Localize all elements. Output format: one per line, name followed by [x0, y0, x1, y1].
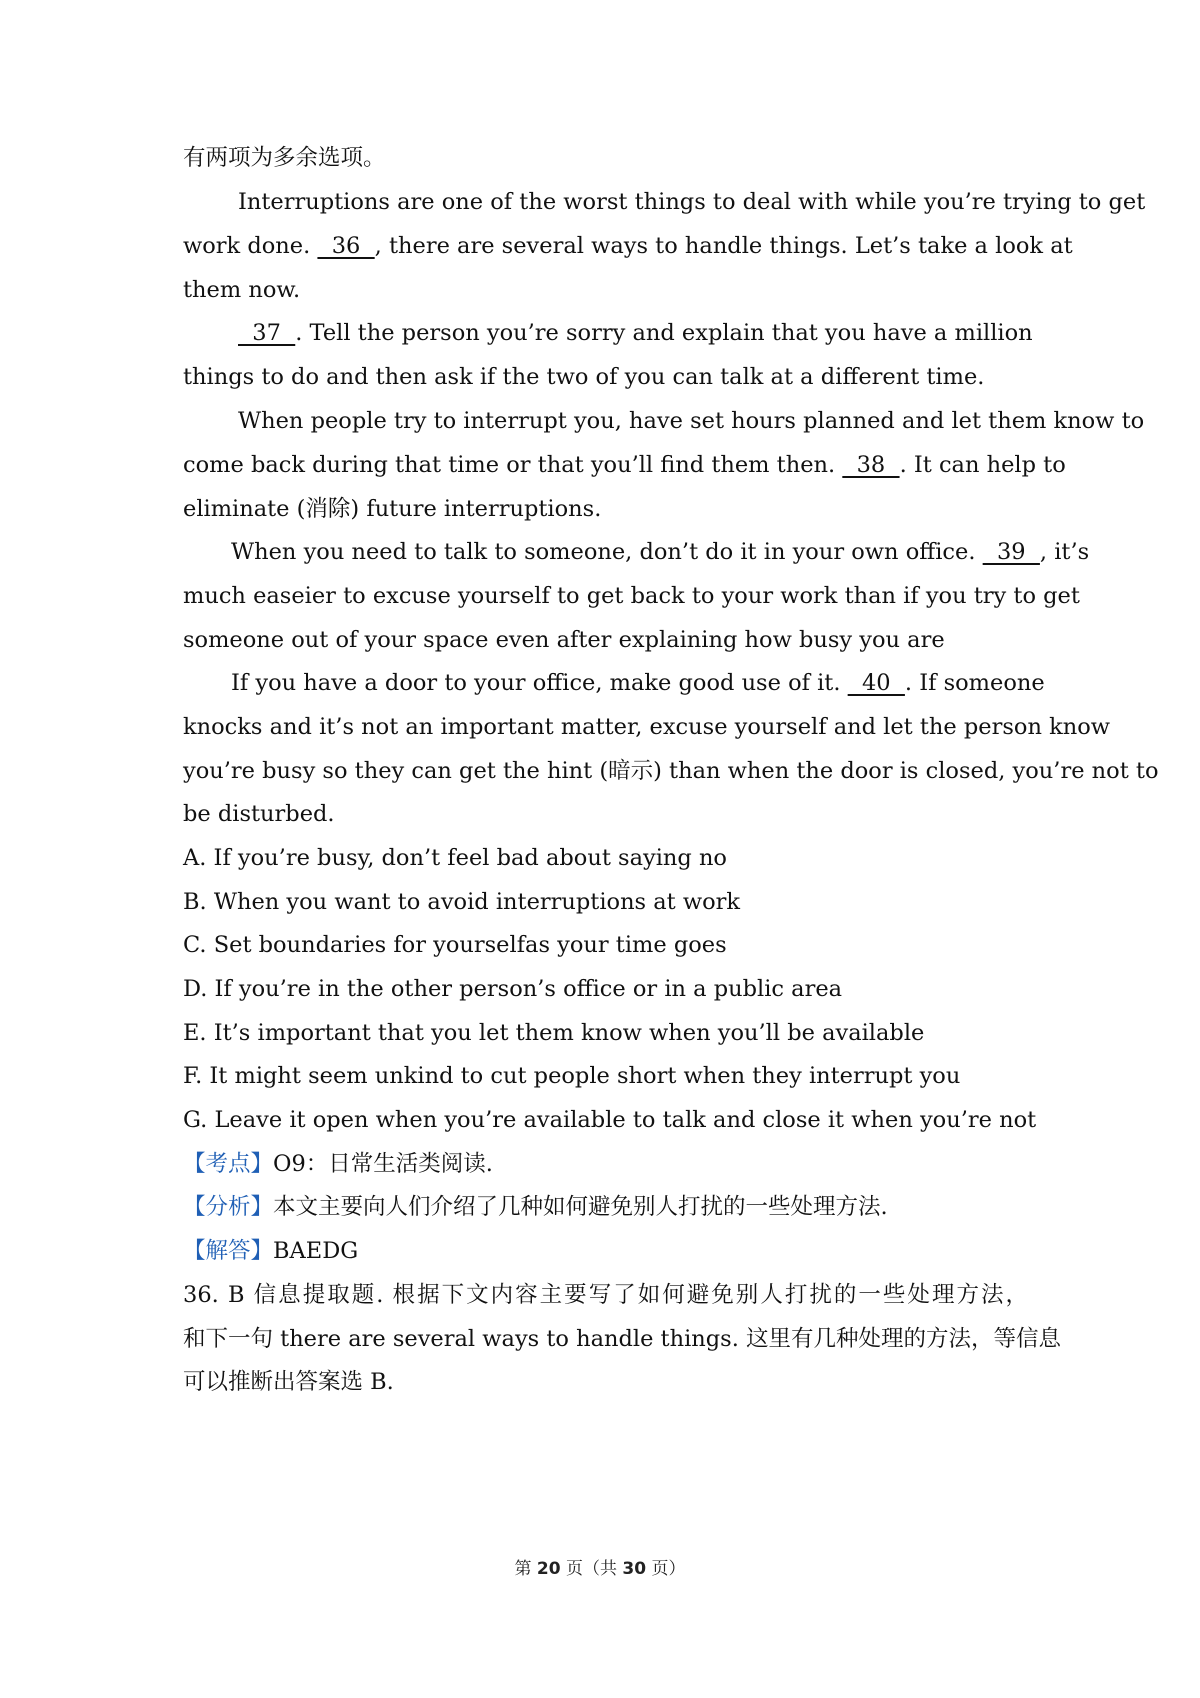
p1-line2-end: , there are several ways to handle things. Let’s take a look at: [374, 233, 1073, 259]
p5-line3: you’re busy so they can get the hint (暗示) than when the door is closed, you’re not to: [183, 758, 1159, 784]
fenxi-tag: 【分析】: [183, 1194, 274, 1220]
q36-line2: 和下一句 there are several ways to handle things. 这里有几种处理的方法，等信息: [183, 1326, 1062, 1352]
p1-line3: them now.: [183, 277, 301, 303]
p3-line2: [183, 449, 1066, 481]
option-e: E. It’s important that you let them know when you’ll be available: [183, 1020, 925, 1046]
blank-38: 38: [842, 452, 900, 478]
p1-line2: [183, 230, 1073, 262]
fenxi-line: [183, 1191, 1028, 1223]
p3-line3: eliminate (消除) future interruptions.: [183, 496, 602, 522]
option-c: C. Set boundaries for yourselfas your time goes: [183, 932, 727, 958]
p3-line1: When people try to interrupt you, have set hours planned and let them know to: [238, 408, 1145, 434]
p1-line1: Interruptions are one of the worst things to deal with while you’re trying to get: [238, 189, 1146, 215]
page-footer: [0, 1557, 1200, 1581]
q36-line3: 可以推断出答案选 B.: [183, 1369, 394, 1395]
q36-line1: 36. B 信息提取题. 根据下文内容主要写了如何避免别人打扰的一些处理方法，: [183, 1282, 1028, 1308]
blank-36: 36: [317, 233, 375, 259]
p3-line2-end: . It can help to: [899, 452, 1066, 478]
p5-line1-start: If you have a door to your office, make good use of it.: [231, 670, 841, 696]
p4-line3: someone out of your space even after explaining how busy you are: [183, 627, 945, 653]
footer-middle: 页（共: [560, 1559, 623, 1579]
jieda-line: [183, 1235, 1028, 1267]
p4-line1: [231, 536, 1090, 568]
p5-line2: knocks and it’s not an important matter, excuse yourself and let the person know: [183, 714, 1111, 740]
p5-line1-end: . If someone: [904, 670, 1045, 696]
p4-line1-start: When you need to talk to someone, don’t do it in your own office.: [231, 539, 976, 565]
option-a: A. If you’re busy, don’t feel bad about saying no: [183, 845, 727, 871]
option-b: B. When you want to avoid interruptions at work: [183, 889, 741, 915]
p2-line1: [238, 317, 1033, 349]
jieda-text: BAEDG: [273, 1238, 359, 1264]
blank-40: 40: [847, 670, 905, 696]
kaodian-text: O9：日常生活类阅读.: [273, 1151, 493, 1177]
option-f: F. It might seem unkind to cut people short when they interrupt you: [183, 1063, 961, 1089]
option-d: D. If you’re in the other person’s office or in a public area: [183, 976, 843, 1002]
p5-line4: be disturbed.: [183, 801, 335, 827]
p4-line1-end: , it’s: [1039, 539, 1090, 565]
p4-line2: much easeier to excuse yourself to get back to your work than if you try to get: [183, 583, 1080, 609]
footer-total-pages: 30: [622, 1559, 647, 1579]
kaodian-line: [183, 1148, 1028, 1180]
footer-prefix: 第: [514, 1559, 537, 1579]
blank-39: 39: [982, 539, 1040, 565]
fenxi-text: 本文主要向人们介绍了几种如何避免别人打扰的一些处理方法.: [273, 1194, 888, 1220]
p5-line1: [231, 667, 1045, 699]
footer-page-number: 20: [536, 1559, 561, 1579]
kaodian-tag: 【考点】: [183, 1151, 274, 1177]
p1-line2-start: work done.: [183, 233, 311, 259]
footer-suffix: 页）: [646, 1559, 686, 1579]
intro-line: 有两项为多余选项。: [183, 145, 386, 171]
blank-37: 37: [238, 320, 296, 346]
p3-line2-start: come back during that time or that you’ll find them then.: [183, 452, 836, 478]
p2-line2: things to do and then ask if the two of you can talk at a different time.: [183, 364, 985, 390]
option-g: G. Leave it open when you’re available to talk and close it when you’re not: [183, 1107, 1037, 1133]
p2-line1-end: . Tell the person you’re sorry and explain that you have a million: [295, 320, 1033, 346]
jieda-tag: 【解答】: [183, 1238, 274, 1264]
